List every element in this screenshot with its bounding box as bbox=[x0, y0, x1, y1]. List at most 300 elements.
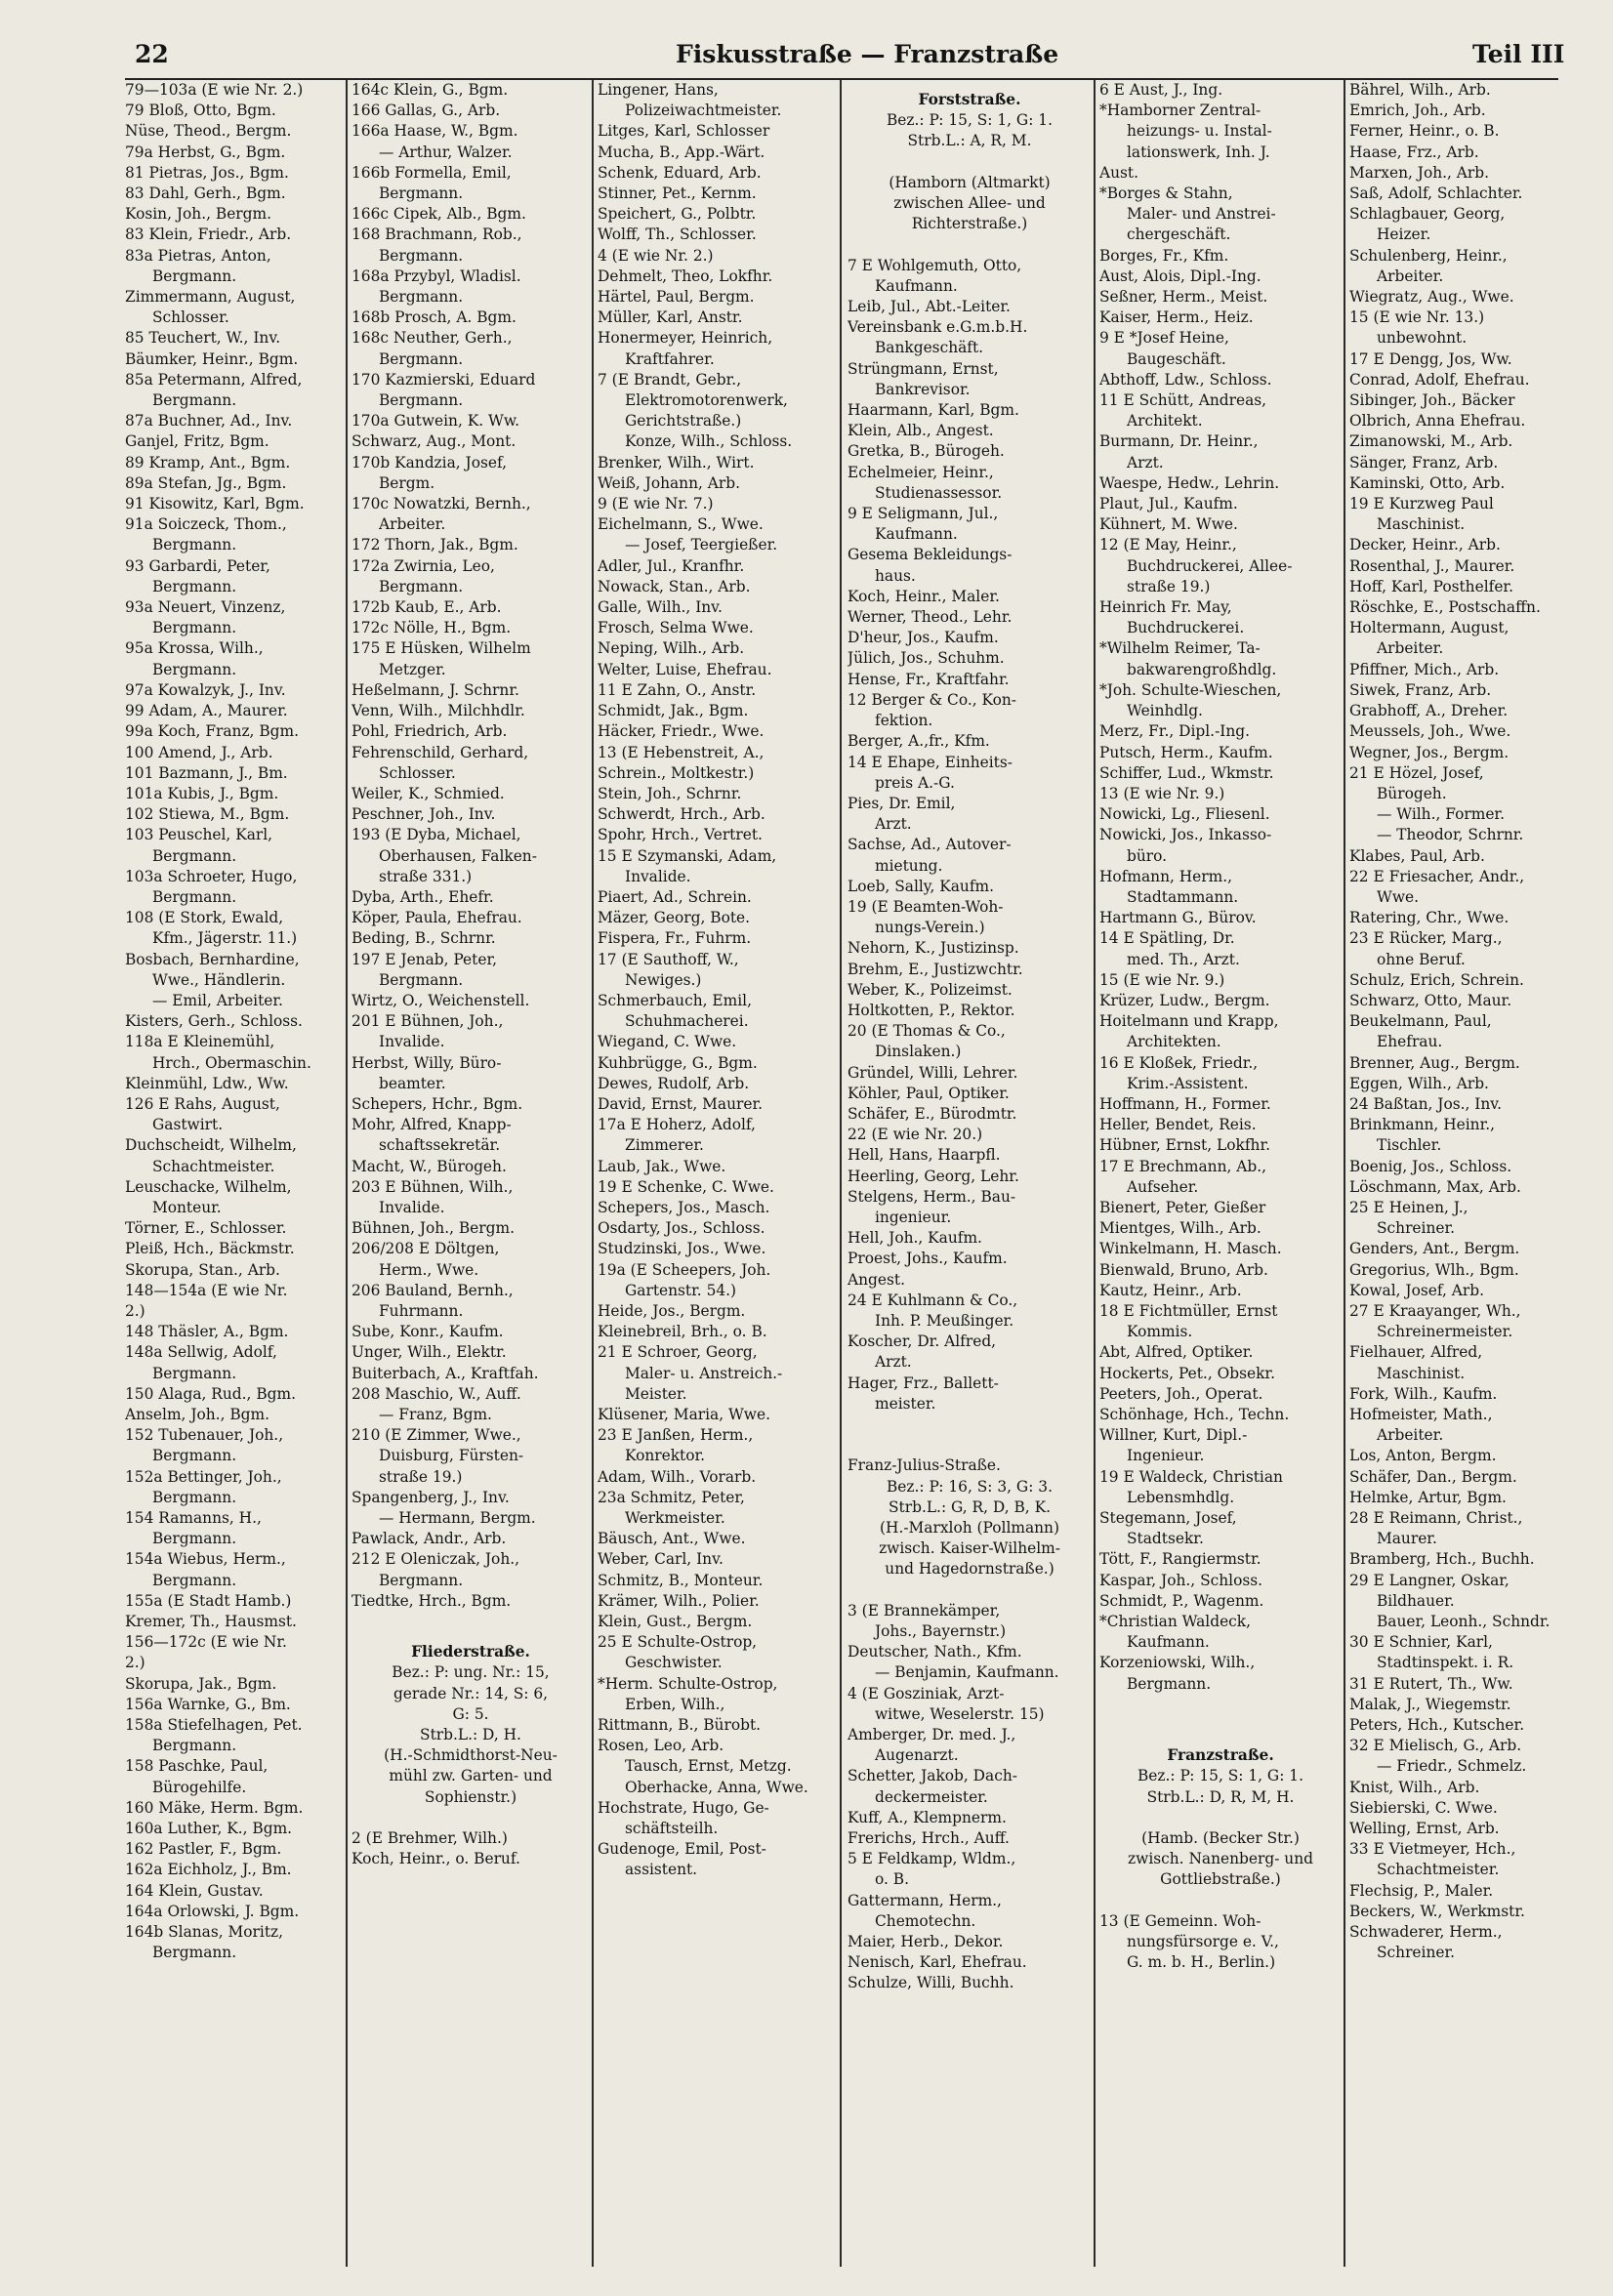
resident-entry: *Borges & Stahn, bbox=[1099, 184, 1233, 203]
resident-entry: Hoff, Karl, Posthelfer. bbox=[1349, 577, 1513, 595]
resident-entry: Helmke, Artur, Bgm. bbox=[1349, 1488, 1507, 1506]
resident-entry: Duchscheidt, Wilhelm, bbox=[125, 1136, 297, 1155]
resident-entry: 24 E Kuhlmann & Co., bbox=[848, 1291, 1018, 1309]
street-heading: Fliederstraße. bbox=[411, 1643, 530, 1661]
resident-entry: Stelgens, Herm., Bau- bbox=[848, 1187, 1016, 1206]
resident-entry: Galle, Wilh., Inv. bbox=[598, 598, 723, 617]
resident-entry: Kremer, Th., Hausmst. bbox=[125, 1613, 297, 1631]
resident-entry: Bosbach, Bernhardine, bbox=[125, 950, 300, 968]
resident-entry: 118a E Kleinemühl, bbox=[125, 1033, 275, 1051]
resident-entry: Mohr, Alfred, Knapp- bbox=[352, 1116, 512, 1134]
resident-entry: Willner, Kurt, Dipl.- bbox=[1099, 1426, 1248, 1445]
resident-entry: Gesema Bekleidungs- bbox=[848, 546, 1013, 564]
entry-continuation: Bergmann. bbox=[379, 1571, 464, 1589]
resident-entry: Ratering, Chr., Wwe. bbox=[1349, 909, 1510, 927]
resident-entry: Nowack, Stan., Arb. bbox=[598, 577, 751, 595]
resident-entry: 97a Kowalzyk, J., Inv. bbox=[125, 680, 286, 699]
resident-entry: 9 E *Josef Heine, bbox=[1099, 329, 1229, 348]
street-info: mühl zw. Garten- und bbox=[389, 1767, 553, 1785]
entry-continuation: — Franz, Bgm. bbox=[379, 1406, 492, 1423]
resident-entry: Löschmann, Max, Arb. bbox=[1349, 1177, 1521, 1196]
street-info: zwischen Allee- und bbox=[893, 194, 1046, 213]
resident-entry: 23 E Janßen, Herm., bbox=[598, 1426, 754, 1445]
resident-entry: Welter, Luise, Ehefrau. bbox=[598, 660, 772, 678]
resident-entry: Schäfer, Dan., Bergm. bbox=[1349, 1467, 1517, 1486]
entry-continuation: schäftsteilh. bbox=[625, 1820, 719, 1838]
resident-entry: Nüse, Theod., Bergm. bbox=[125, 122, 292, 141]
entry-continuation: chergeschäft. bbox=[1127, 226, 1231, 244]
resident-entry: 19 E Waldeck, Christian bbox=[1099, 1467, 1283, 1486]
resident-entry: Genders, Ant., Bergm. bbox=[1349, 1240, 1520, 1258]
entry-continuation: Hrch., Obermaschin. bbox=[152, 1053, 311, 1072]
spacer bbox=[848, 234, 1092, 255]
resident-entry: Abthoff, Ldw., Schloss. bbox=[1099, 370, 1272, 389]
resident-entry: Heßelmann, J. Schrnr. bbox=[352, 680, 519, 699]
resident-entry: 99a Koch, Franz, Bgm. bbox=[125, 722, 299, 741]
entry-continuation: Schlosser. bbox=[379, 763, 456, 782]
resident-entry: Schenk, Eduard, Arb. bbox=[598, 163, 762, 182]
resident-entry: 155a (E Stadt Hamb.) bbox=[125, 1591, 292, 1610]
resident-entry: 193 (E Dyba, Michael, bbox=[352, 826, 521, 844]
resident-entry: Leuschacke, Wilhelm, bbox=[125, 1177, 292, 1196]
resident-entry: 170b Kandzia, Josef, bbox=[352, 453, 508, 472]
resident-entry: Aust. bbox=[1099, 163, 1139, 182]
entry-continuation: Schachtmeister. bbox=[1377, 1861, 1500, 1879]
resident-entry: 2.) bbox=[125, 1654, 145, 1672]
resident-entry: 25 E Heinen, J., bbox=[1349, 1198, 1468, 1216]
resident-entry: Zimanowski, M., Arb. bbox=[1349, 432, 1513, 451]
street-info: (Hamborn (Altmarkt) bbox=[889, 173, 1051, 191]
resident-entry: Jülich, Jos., Schuhm. bbox=[848, 649, 1005, 668]
spacer bbox=[1099, 1808, 1342, 1828]
entry-continuation: Arbeiter. bbox=[1377, 1426, 1444, 1445]
resident-entry: Gretka, B., Bürogeh. bbox=[848, 442, 1005, 461]
entry-continuation: Meister. bbox=[625, 1384, 687, 1403]
entry-continuation: Kaufmann. bbox=[1127, 1633, 1210, 1652]
resident-entry: 148a Sellwig, Adolf, bbox=[125, 1343, 277, 1362]
entry-continuation: — Benjamin, Kaufmann. bbox=[875, 1663, 1059, 1682]
entry-continuation: Geschwister. bbox=[625, 1654, 723, 1672]
resident-entry: 85 Teuchert, W., Inv. bbox=[125, 329, 281, 348]
entry-continuation: Wwe., Händlerin. bbox=[152, 970, 286, 989]
resident-entry: 166b Formella, Emil, bbox=[352, 163, 512, 182]
entry-continuation: Schachtmeister. bbox=[152, 1157, 275, 1175]
entry-continuation: Buchdruckerei, Allee- bbox=[1127, 556, 1293, 575]
resident-entry: 27 E Kraayanger, Wh., bbox=[1349, 1301, 1521, 1320]
entry-continuation: Schreinermeister. bbox=[1377, 1323, 1513, 1341]
resident-entry: 29 E Langner, Oskar, bbox=[1349, 1571, 1510, 1589]
resident-entry: 81 Pietras, Jos., Bgm. bbox=[125, 163, 289, 182]
entry-continuation: Kaufmann. bbox=[875, 525, 958, 544]
resident-entry: Nowicki, Jos., Inkasso- bbox=[1099, 826, 1272, 844]
resident-entry: 15 (E wie Nr. 13.) bbox=[1349, 308, 1485, 327]
entry-continuation: Bergmann. bbox=[152, 846, 237, 865]
resident-entry: D'heur, Jos., Kaufm. bbox=[848, 629, 999, 647]
resident-entry: 89a Stefan, Jg., Bgm. bbox=[125, 473, 287, 492]
entry-continuation: — Wilh., Former. bbox=[1377, 805, 1505, 824]
resident-entry: 91 Kisowitz, Karl, Bgm. bbox=[125, 495, 305, 513]
column-4 bbox=[848, 80, 1092, 2267]
resident-entry: Wegner, Jos., Bergm. bbox=[1349, 743, 1510, 761]
resident-entry: 83 Dahl, Gerh., Bgm. bbox=[125, 184, 286, 203]
resident-entry: 79a Herbst, G., Bgm. bbox=[125, 143, 286, 161]
resident-entry: Waespe, Hedw., Lehrin. bbox=[1099, 473, 1280, 492]
street-heading: Forststraße. bbox=[918, 91, 1021, 108]
resident-entry: Spangenberg, J., Inv. bbox=[352, 1488, 510, 1506]
resident-entry: 102 Stiewa, M., Bgm. bbox=[125, 805, 290, 824]
resident-entry: Schwarz, Otto, Maur. bbox=[1349, 991, 1512, 1009]
entry-continuation: Gerichtstraße.) bbox=[625, 412, 742, 430]
resident-entry: Köhler, Paul, Optiker. bbox=[848, 1084, 1010, 1102]
resident-entry: Dewes, Rudolf, Arb. bbox=[598, 1074, 750, 1092]
resident-entry: Weber, Carl, Inv. bbox=[598, 1550, 724, 1569]
resident-entry: 206/208 E Döltgen, bbox=[352, 1240, 500, 1258]
resident-entry: Sibinger, Joh., Bäcker bbox=[1349, 391, 1515, 410]
resident-entry: 85a Petermann, Alfred, bbox=[125, 370, 303, 389]
resident-entry: 172c Nölle, H., Bgm. bbox=[352, 619, 512, 637]
entry-continuation: Bildhauer. bbox=[1377, 1591, 1455, 1610]
street-info: Sophienstr.) bbox=[424, 1787, 517, 1806]
resident-entry: Brinkmann, Heinr., bbox=[1349, 1116, 1496, 1134]
resident-entry: Angest. bbox=[848, 1270, 905, 1289]
entry-continuation: Bergmann. bbox=[152, 1737, 237, 1755]
entry-continuation: Studienassessor. bbox=[875, 483, 1003, 502]
street-info: Bez.: P: ung. Nr.: 15, bbox=[392, 1663, 550, 1682]
resident-entry: Bährel, Wilh., Arb. bbox=[1349, 81, 1491, 99]
entry-continuation: Arzt. bbox=[875, 1353, 912, 1372]
resident-entry: Pfiffner, Mich., Arb. bbox=[1349, 660, 1500, 678]
resident-entry: 2.) bbox=[125, 1301, 145, 1320]
resident-entry: Hell, Hans, Haarpfl. bbox=[848, 1146, 1001, 1165]
entry-continuation: unbewohnt. bbox=[1377, 329, 1468, 348]
resident-entry: Sube, Konr., Kaufm. bbox=[352, 1323, 504, 1341]
entry-continuation: Arzt. bbox=[875, 815, 912, 834]
resident-entry: Marxen, Joh., Arb. bbox=[1349, 163, 1490, 182]
resident-entry: Bramberg, Hch., Buchh. bbox=[1349, 1550, 1535, 1569]
resident-entry: 206 Bauland, Bernh., bbox=[352, 1281, 514, 1299]
resident-entry: Eggen, Wilh., Arb. bbox=[1349, 1074, 1489, 1092]
entry-continuation: Kaufmann. bbox=[875, 276, 958, 295]
resident-entry: 83a Pietras, Anton, bbox=[125, 246, 271, 265]
resident-entry: Loeb, Sally, Kaufm. bbox=[848, 877, 994, 895]
resident-entry: Herbst, Willy, Büro- bbox=[352, 1053, 502, 1072]
entry-continuation: — Theodor, Schrnr. bbox=[1377, 826, 1524, 844]
resident-entry: 162 Pastler, F., Bgm. bbox=[125, 1840, 282, 1859]
resident-entry: 172a Zwirnia, Leo, bbox=[352, 556, 495, 575]
resident-entry: Strüngmann, Ernst, bbox=[848, 359, 999, 378]
page-number: 22 bbox=[135, 40, 169, 68]
resident-entry: Nenisch, Karl, Ehefrau. bbox=[848, 1953, 1027, 1972]
resident-entry: Gründel, Willi, Lehrer. bbox=[848, 1063, 1018, 1082]
resident-entry: 101 Bazmann, J., Bm. bbox=[125, 763, 288, 782]
street-info: (Hamb. (Becker Str.) bbox=[1141, 1829, 1300, 1848]
part-label: Teil III bbox=[1472, 40, 1565, 68]
resident-entry: 11 E Zahn, O., Anstr. bbox=[598, 680, 757, 699]
street-info: G: 5. bbox=[452, 1704, 489, 1723]
resident-entry: 164b Slanas, Moritz, bbox=[125, 1923, 284, 1942]
resident-entry: Haase, Frz., Arb. bbox=[1349, 143, 1479, 161]
entry-continuation: Inh. P. Meußinger. bbox=[875, 1311, 1014, 1330]
resident-entry: 158 Paschke, Paul, bbox=[125, 1757, 269, 1776]
entry-continuation: Maler- und Anstrei- bbox=[1127, 205, 1276, 224]
resident-entry: *Christian Waldeck, bbox=[1099, 1613, 1252, 1631]
column-divider bbox=[1344, 80, 1345, 2267]
resident-entry: Krüzer, Ludw., Bergm. bbox=[1099, 991, 1270, 1009]
resident-entry: 154 Ramanns, H., bbox=[125, 1509, 262, 1528]
entry-continuation: Bergmann. bbox=[152, 660, 237, 678]
entry-continuation: Schuhmacherei. bbox=[625, 1012, 749, 1031]
resident-entry: 79—103a (E wie Nr. 2.) bbox=[125, 81, 304, 99]
spacer bbox=[1099, 1715, 1342, 1736]
entry-continuation: nungs-Verein.) bbox=[875, 919, 985, 937]
entry-continuation: beamter. bbox=[379, 1074, 446, 1092]
entry-continuation: Johs., Bayernstr.) bbox=[875, 1622, 1007, 1641]
resident-entry: 166a Haase, W., Bgm. bbox=[352, 122, 518, 141]
entry-continuation: Schreiner. bbox=[1377, 1944, 1456, 1962]
resident-entry: 154a Wiebus, Herm., bbox=[125, 1550, 286, 1569]
running-head: Fiskusstraße — Franzstraße bbox=[676, 40, 1059, 68]
resident-entry: 17 E Dengg, Jos, Ww. bbox=[1349, 349, 1512, 368]
entry-continuation: Augenarzt. bbox=[875, 1746, 959, 1765]
resident-entry: Brenker, Wilh., Wirt. bbox=[598, 453, 755, 472]
resident-entry: Welling, Ernst, Arb. bbox=[1349, 1820, 1500, 1838]
resident-entry: Unger, Wilh., Elektr. bbox=[352, 1343, 507, 1362]
resident-entry: Korzeniowski, Wilh., bbox=[1099, 1654, 1256, 1672]
resident-entry: 148—154a (E wie Nr. bbox=[125, 1281, 288, 1299]
entry-continuation: Bergmann. bbox=[379, 184, 464, 203]
resident-entry: Plaut, Jul., Kaufm. bbox=[1099, 495, 1238, 513]
resident-entry: 89 Kramp, Ant., Bgm. bbox=[125, 453, 291, 472]
entry-continuation: Duisburg, Fürsten- bbox=[379, 1447, 524, 1465]
resident-entry: Beckers, W., Werkmstr. bbox=[1349, 1902, 1525, 1920]
resident-entry: Werner, Theod., Lehr. bbox=[848, 608, 1013, 627]
resident-entry: Mientges, Wilh., Arb. bbox=[1099, 1219, 1261, 1238]
resident-entry: 21 E Hözel, Josef, bbox=[1349, 763, 1484, 782]
entry-continuation: ingenieur. bbox=[875, 1208, 952, 1226]
resident-entry: 4 (E Gosziniak, Arzt- bbox=[848, 1684, 1005, 1702]
resident-entry: Gregorius, Wlh., Bgm. bbox=[1349, 1260, 1519, 1279]
resident-entry: Hartmann G., Bürov. bbox=[1099, 909, 1257, 927]
entry-continuation: — Emil, Arbeiter. bbox=[152, 991, 283, 1009]
entry-continuation: Gartenstr. 54.) bbox=[625, 1281, 737, 1299]
resident-entry: 19 E Kurzweg Paul bbox=[1349, 495, 1494, 513]
entry-continuation: Metzger. bbox=[379, 660, 446, 678]
resident-entry: Bienwald, Bruno, Arb. bbox=[1099, 1260, 1268, 1279]
resident-entry: 83 Klein, Friedr., Arb. bbox=[125, 226, 292, 244]
resident-entry: 158a Stiefelhagen, Pet. bbox=[125, 1716, 303, 1735]
column-6 bbox=[1349, 80, 1558, 2267]
resident-entry: 103 Peuschel, Karl, bbox=[125, 826, 273, 844]
resident-entry: Wiegand, C. Wwe. bbox=[598, 1033, 737, 1051]
entry-continuation: Invalide. bbox=[625, 867, 691, 885]
resident-entry: Honermeyer, Heinrich, bbox=[598, 329, 773, 348]
column-1 bbox=[125, 80, 344, 2267]
entry-continuation: — Friedr., Schmelz. bbox=[1377, 1757, 1527, 1776]
entry-continuation: deckermeister. bbox=[875, 1787, 988, 1806]
entry-continuation: Bergmann. bbox=[152, 391, 237, 410]
resident-entry: Schmerbauch, Emil, bbox=[598, 991, 752, 1009]
resident-entry: 201 E Bühnen, Joh., bbox=[352, 1012, 504, 1031]
resident-entry: Mäzer, Georg, Bote. bbox=[598, 909, 751, 927]
resident-entry: 152a Bettinger, Joh., bbox=[125, 1467, 282, 1486]
entry-continuation: Elektromotorenwerk, bbox=[625, 391, 788, 410]
resident-entry: *Hamborner Zentral- bbox=[1099, 102, 1261, 120]
resident-entry: Pleiß, Hch., Bäckmstr. bbox=[125, 1240, 295, 1258]
resident-entry: Kleinebreil, Brh., o. B. bbox=[598, 1323, 767, 1341]
resident-entry: 11 E Schütt, Andreas, bbox=[1099, 391, 1267, 410]
resident-entry: 4 (E wie Nr. 2.) bbox=[598, 246, 714, 265]
entry-continuation: Bergmann. bbox=[379, 970, 464, 989]
resident-entry: Weber, K., Polizeimst. bbox=[848, 980, 1013, 999]
resident-entry: Peters, Hch., Kutscher. bbox=[1349, 1716, 1525, 1735]
resident-entry: 162a Eichholz, J., Bm. bbox=[125, 1861, 292, 1879]
resident-entry: Anselm, Joh., Bgm. bbox=[125, 1406, 270, 1423]
column-5 bbox=[1099, 80, 1342, 2267]
resident-entry: 208 Maschio, W., Auff. bbox=[352, 1384, 521, 1403]
street-info: zwisch. Nanenberg- und bbox=[1128, 1850, 1313, 1868]
resident-entry: Hockerts, Pet., Obsekr. bbox=[1099, 1364, 1275, 1382]
resident-entry: Pawlack, Andr., Arb. bbox=[352, 1530, 507, 1548]
resident-entry: Hofmeister, Math., bbox=[1349, 1406, 1493, 1423]
resident-entry: Müller, Karl, Anstr. bbox=[598, 308, 743, 327]
entry-continuation: Invalide. bbox=[379, 1198, 445, 1216]
resident-entry: 160 Mäke, Herm. Bgm. bbox=[125, 1798, 304, 1817]
resident-entry: Kaspar, Joh., Schloss. bbox=[1099, 1571, 1263, 1589]
entry-continuation: Kraftfahrer. bbox=[625, 349, 715, 368]
entry-continuation: Polizeiwachtmeister. bbox=[625, 102, 782, 120]
resident-entry: 15 (E wie Nr. 9.) bbox=[1099, 970, 1225, 989]
resident-entry: 32 E Mielisch, G., Arb. bbox=[1349, 1737, 1522, 1755]
entry-continuation: Kommis. bbox=[1127, 1323, 1193, 1341]
resident-entry: 23 E Rücker, Marg., bbox=[1349, 929, 1503, 948]
resident-entry: Ferner, Heinr., o. B. bbox=[1349, 122, 1500, 141]
entry-continuation: Bergmann. bbox=[1127, 1674, 1212, 1693]
entry-continuation: Bergmann. bbox=[152, 266, 237, 285]
resident-entry: Nehorn, K., Justizinsp. bbox=[848, 939, 1019, 958]
resident-entry: Koch, Heinr., Maler. bbox=[848, 587, 1000, 605]
column-3 bbox=[598, 80, 838, 2267]
entry-continuation: Bergmann. bbox=[379, 288, 464, 307]
entry-continuation: Buchdruckerei. bbox=[1127, 619, 1245, 637]
resident-entry: Hoitelmann und Krapp, bbox=[1099, 1012, 1279, 1031]
resident-entry: Maier, Herb., Dekor. bbox=[848, 1933, 1004, 1951]
entry-continuation: Bergmann. bbox=[152, 887, 237, 906]
resident-entry: Klabes, Paul, Arb. bbox=[1349, 846, 1485, 865]
resident-entry: Dehmelt, Theo, Lokfhr. bbox=[598, 266, 773, 285]
resident-entry: Borges, Fr., Kfm. bbox=[1099, 246, 1229, 265]
resident-entry: Brehm, E., Justizwchtr. bbox=[848, 960, 1023, 978]
entry-continuation: Arbeiter. bbox=[379, 515, 446, 534]
entry-continuation: Arbeiter. bbox=[1377, 639, 1444, 658]
resident-entry: 3 (E Brannekämper, bbox=[848, 1601, 1001, 1620]
entry-continuation: Baugeschäft. bbox=[1127, 349, 1226, 368]
resident-entry: 30 E Schnier, Karl, bbox=[1349, 1633, 1493, 1652]
resident-entry: Burmann, Dr. Heinr., bbox=[1099, 432, 1259, 451]
street-info: zwisch. Kaiser-Wilhelm- bbox=[879, 1539, 1060, 1558]
resident-entry: 156—172c (E wie Nr. bbox=[125, 1633, 287, 1652]
resident-entry: Studzinski, Jos., Wwe. bbox=[598, 1240, 766, 1258]
entry-continuation: Maschinist. bbox=[1377, 1364, 1466, 1382]
resident-entry: Meussels, Joh., Wwe. bbox=[1349, 722, 1511, 741]
resident-entry: Törner, E., Schlosser. bbox=[125, 1219, 287, 1238]
entry-continuation: Krim.-Assistent. bbox=[1127, 1074, 1249, 1092]
resident-entry: 170 Kazmierski, Eduard bbox=[352, 370, 536, 389]
resident-entry: 17a E Hoherz, Adolf, bbox=[598, 1116, 756, 1134]
resident-entry: 9 (E wie Nr. 7.) bbox=[598, 495, 714, 513]
resident-entry: Schulz, Erich, Schrein. bbox=[1349, 970, 1524, 989]
resident-entry: Adam, Wilh., Vorarb. bbox=[598, 1467, 757, 1486]
resident-entry: Sachse, Ad., Autover- bbox=[848, 836, 1012, 854]
resident-entry: Kuhbrügge, G., Bgm. bbox=[598, 1053, 758, 1072]
resident-entry: 172b Kaub, E., Arb. bbox=[352, 598, 502, 617]
resident-entry: 19a (E Scheepers, Joh. bbox=[598, 1260, 771, 1279]
resident-entry: Pohl, Friedrich, Arb. bbox=[352, 722, 508, 741]
resident-entry: Echelmeier, Heinr., bbox=[848, 463, 994, 481]
resident-entry: 25 E Schulte-Ostrop, bbox=[598, 1633, 758, 1652]
resident-entry: 22 E Friesacher, Andr., bbox=[1349, 867, 1525, 885]
resident-entry: 166 Gallas, G., Arb. bbox=[352, 102, 501, 120]
resident-entry: 33 E Vietmeyer, Hch., bbox=[1349, 1840, 1516, 1859]
resident-entry: Kautz, Heinr., Arb. bbox=[1099, 1281, 1242, 1299]
resident-entry: Schulze, Willi, Buchh. bbox=[848, 1974, 1014, 1992]
entry-continuation: straße 331.) bbox=[379, 867, 473, 885]
resident-entry: Tiedtke, Hrch., Bgm. bbox=[352, 1591, 512, 1610]
resident-entry: 7 E Wohlgemuth, Otto, bbox=[848, 256, 1022, 274]
resident-entry: Kaiser, Herm., Heiz. bbox=[1099, 308, 1254, 327]
resident-entry: 168 Brachmann, Rob., bbox=[352, 226, 522, 244]
resident-entry: Piaert, Ad., Schrein. bbox=[598, 887, 752, 906]
resident-entry: 15 E Szymanski, Adam, bbox=[598, 846, 777, 865]
resident-entry: Olbrich, Anna Ehefrau. bbox=[1349, 412, 1526, 430]
resident-entry: Skorupa, Jak., Bgm. bbox=[125, 1674, 277, 1693]
entry-continuation: Stadtammann. bbox=[1127, 887, 1239, 906]
resident-entry: Kowal, Josef, Arb. bbox=[1349, 1281, 1484, 1299]
resident-entry: Knist, Wilh., Arb. bbox=[1349, 1778, 1480, 1796]
resident-entry: 101a Kubis, J., Bgm. bbox=[125, 784, 279, 802]
resident-entry: 166c Cipek, Alb., Bgm. bbox=[352, 205, 526, 224]
street-info: Gottliebstraße.) bbox=[1160, 1870, 1281, 1889]
resident-entry: 17 E Brechmann, Ab., bbox=[1099, 1157, 1267, 1175]
entry-continuation: Schlosser. bbox=[152, 308, 229, 327]
resident-entry: Los, Anton, Bergm. bbox=[1349, 1447, 1497, 1465]
resident-entry: Frerichs, Hrch., Auff. bbox=[848, 1829, 1010, 1848]
entry-continuation: Weinhdlg. bbox=[1127, 702, 1203, 720]
resident-entry: Schetter, Jakob, Dach- bbox=[848, 1767, 1017, 1785]
street-info: gerade Nr.: 14, S: 6, bbox=[393, 1684, 549, 1702]
entry-continuation: — Josef, Teergießer. bbox=[625, 536, 778, 554]
resident-entry: Heerling, Georg, Lehr. bbox=[848, 1167, 1019, 1185]
resident-entry: 172 Thorn, Jak., Bgm. bbox=[352, 536, 518, 554]
entry-continuation: preis A.-G. bbox=[875, 773, 955, 792]
resident-entry: 175 E Hüsken, Wilhelm bbox=[352, 639, 531, 658]
resident-entry: Hochstrate, Hugo, Ge- bbox=[598, 1798, 769, 1817]
resident-entry: Fork, Wilh., Kaufm. bbox=[1349, 1384, 1498, 1403]
resident-entry: Kühnert, M. Wwe. bbox=[1099, 515, 1238, 534]
resident-entry: 152 Tubenauer, Joh., bbox=[125, 1426, 284, 1445]
entry-continuation: Maschinist. bbox=[1377, 515, 1466, 534]
resident-entry: Bienert, Peter, Gießer bbox=[1099, 1198, 1266, 1216]
resident-entry: 103a Schroeter, Hugo, bbox=[125, 867, 298, 885]
entry-continuation: assistent. bbox=[625, 1861, 698, 1879]
resident-entry: 28 E Reimann, Christ., bbox=[1349, 1509, 1523, 1528]
resident-entry: Schwarz, Aug., Mont. bbox=[352, 432, 517, 451]
spacer bbox=[1099, 1695, 1342, 1715]
resident-entry: Proest, Johs., Kaufm. bbox=[848, 1250, 1008, 1268]
resident-entry: Schäfer, E., Bürodmtr. bbox=[848, 1104, 1017, 1123]
street-info: Strb.L.: G, R, D, B, K. bbox=[889, 1497, 1051, 1516]
street-info: Richterstraße.) bbox=[911, 215, 1028, 233]
resident-entry: 19 E Schenke, C. Wwe. bbox=[598, 1177, 774, 1196]
